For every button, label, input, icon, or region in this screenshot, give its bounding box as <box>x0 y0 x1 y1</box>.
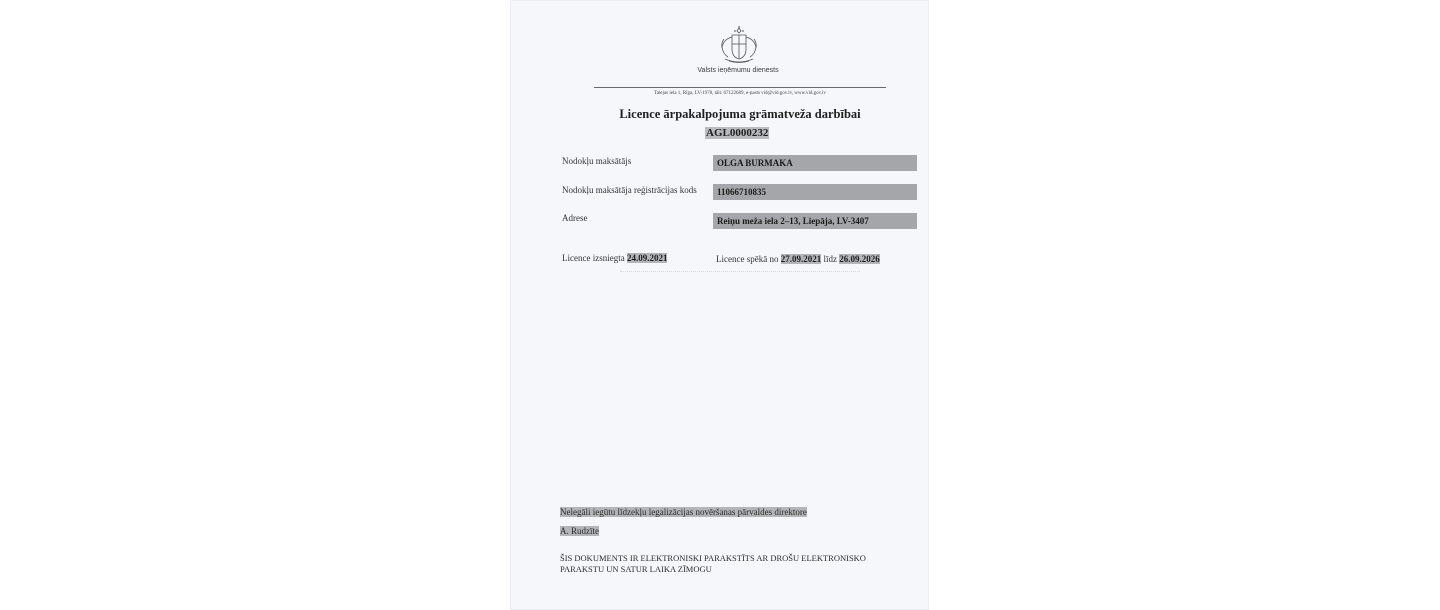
validity-line <box>716 254 880 264</box>
header-divider <box>594 87 886 88</box>
agency-contacts: Talejas iela 1, Rīga, LV-1978, tālr. 67122689, e-pasts vid@vid.gov.lv, www.vid.gov.lv <box>653 91 826 96</box>
address-value: Reiņu meža iela 2–13, Liepāja, LV-3407 <box>713 213 917 229</box>
notice-line-1: ŠIS DOKUMENTS IR ELEKTRONISKI PARAKSTĪTS AR DROŠU ELEKTRONISKO <box>560 553 866 563</box>
taxpayer-value: OLGA BURMAKA <box>713 155 917 171</box>
valid-to-date: 26.09.2026 <box>839 254 880 264</box>
signatory-position-text: Nelegāli iegūtu līdzekļu legalizācijas novēršanas pārvaldes direktore <box>560 507 807 517</box>
registration-code-value: 11066710835 <box>713 184 917 200</box>
valid-from-label: Licence spēkā no <box>716 254 779 264</box>
licence-number: AGL0000232 <box>706 127 769 139</box>
document-page <box>510 0 929 610</box>
issued-date: 24.09.2021 <box>626 253 668 263</box>
valid-from-date: 27.09.2021 <box>780 254 822 264</box>
address-label: Adrese <box>562 213 588 223</box>
signatory-position <box>560 507 807 517</box>
document-title: Licence ārpakalpojuma grāmatveža darbībai <box>619 107 861 121</box>
scan-artifact-dots <box>620 271 860 275</box>
signatory-name <box>560 526 599 536</box>
issued-line <box>562 253 667 263</box>
valid-to-label: līdz <box>823 254 837 264</box>
agency-name: Valsts ieņēmumu dienests <box>697 67 779 74</box>
registration-code-label: Nodokļu maksātāja reģistrācijas kods <box>562 185 697 195</box>
signatory-name-text: A. Rudzīte <box>560 526 599 536</box>
taxpayer-label: Nodokļu maksātājs <box>562 156 632 166</box>
issued-label: Licence izsniegta <box>562 253 625 263</box>
e-signature-notice <box>560 553 900 575</box>
coat-of-arms-icon <box>717 25 761 65</box>
notice-line-2: PARAKSTU UN SATUR LAIKA ZĪMOGU <box>560 564 712 574</box>
